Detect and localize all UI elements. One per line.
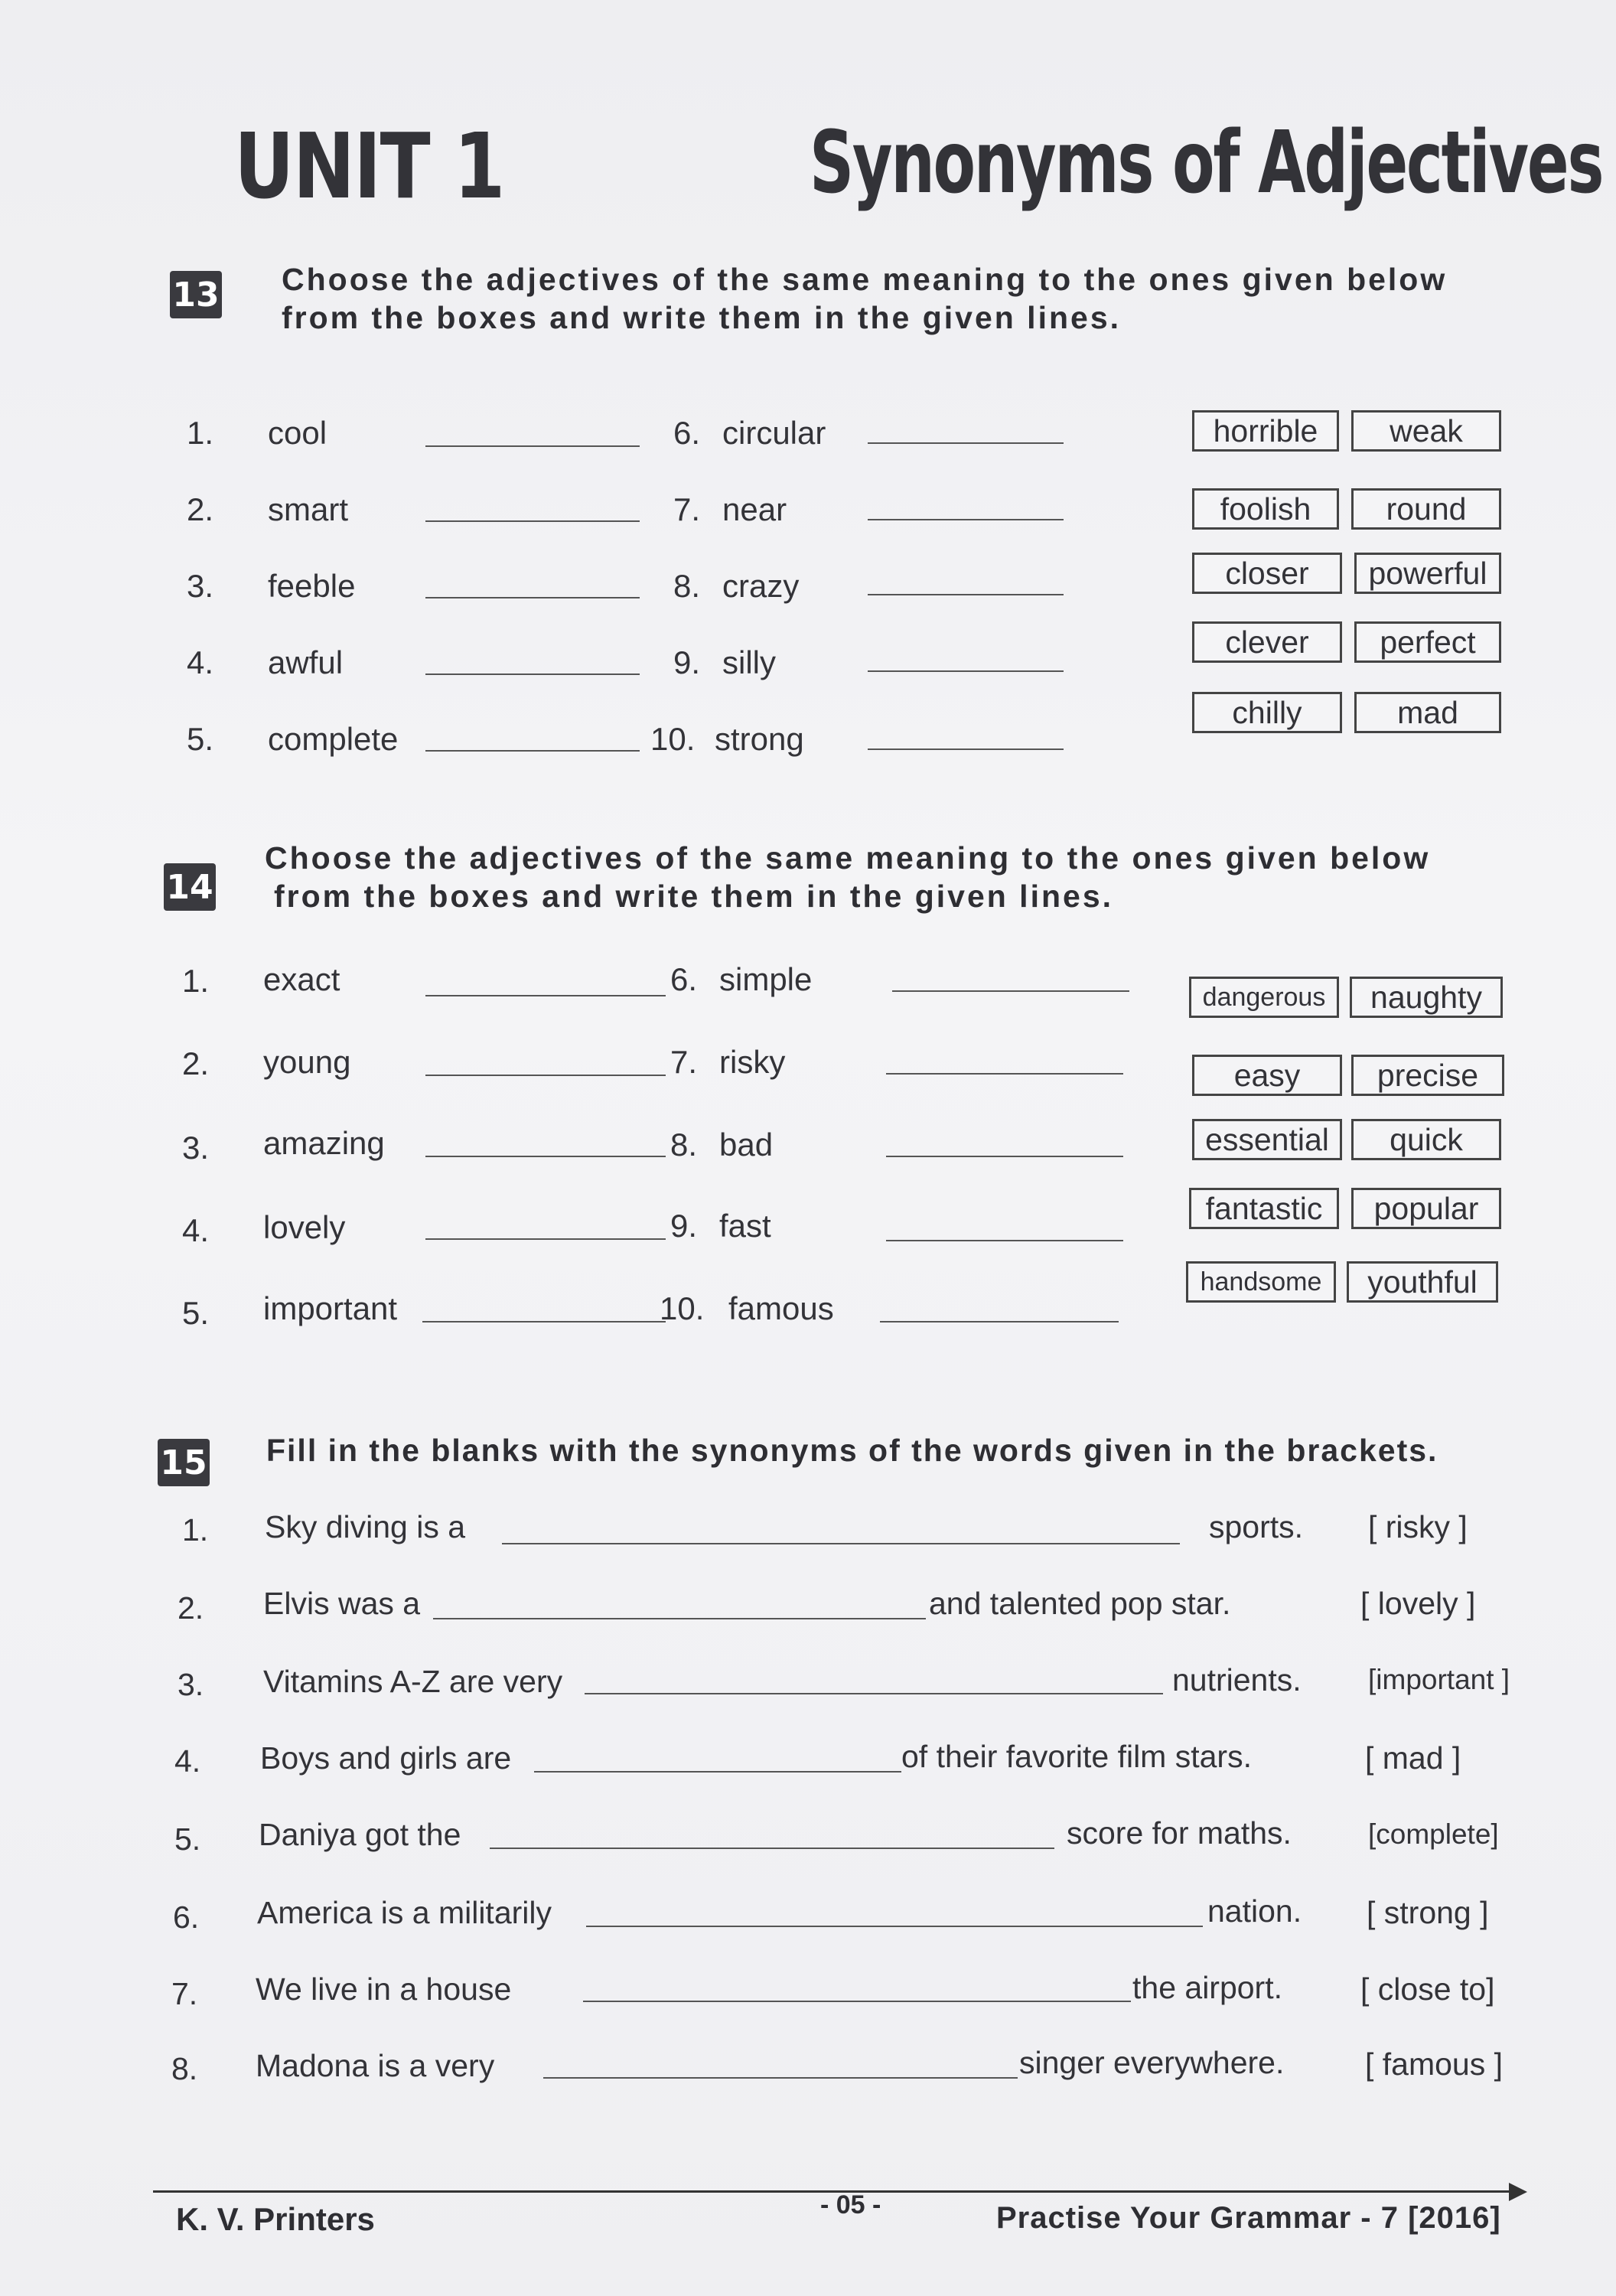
- s15-item-8-answer-line[interactable]: [543, 2077, 1018, 2079]
- s14-word-box: fantastic: [1189, 1188, 1339, 1229]
- s13-word-box: clever: [1192, 621, 1342, 663]
- s15-item-5-text-before: Daniya got the: [259, 1817, 461, 1852]
- s13-item-1-word: cool: [268, 415, 327, 451]
- s15-item-3-answer-line[interactable]: [585, 1693, 1163, 1694]
- s13-item-6-number: 6.: [673, 415, 701, 451]
- s14-item-7-word: risky: [719, 1044, 786, 1080]
- s13-word-box: mad: [1354, 692, 1501, 733]
- s15-item-6-text-before: America is a militarily: [257, 1895, 552, 1930]
- s14-item-2-answer-line[interactable]: [425, 1075, 666, 1076]
- s15-item-2-number: 2.: [178, 1590, 204, 1626]
- s14-item-3-word: amazing: [263, 1125, 385, 1161]
- s15-item-1-hint: [ risky ]: [1368, 1509, 1468, 1544]
- s14-item-8-word: bad: [719, 1127, 774, 1163]
- s13-word-box: chilly: [1192, 692, 1342, 733]
- section-15-badge: 15: [158, 1439, 210, 1486]
- s14-item-6-number: 6.: [670, 961, 698, 997]
- s15-item-1-answer-line[interactable]: [502, 1543, 1180, 1544]
- s14-word-box: precise: [1351, 1055, 1504, 1096]
- s14-item-1-number: 1.: [182, 963, 210, 999]
- s15-item-6-hint: [ strong ]: [1367, 1895, 1489, 1930]
- s14-item-10-word: famous: [728, 1290, 834, 1326]
- section-13-badge: 13: [170, 271, 222, 318]
- s14-item-9-answer-line[interactable]: [886, 1240, 1123, 1241]
- s13-item-4-word: awful: [268, 644, 344, 680]
- s13-item-8-word: crazy: [722, 568, 800, 604]
- s15-item-2-text-before: Elvis was a: [263, 1586, 421, 1621]
- s13-item-9-word: silly: [722, 644, 776, 680]
- s14-item-5-word: important: [263, 1290, 398, 1326]
- footer-book-title: Practise Your Grammar - 7 [2016]: [996, 2201, 1501, 2235]
- s15-item-5-number: 5.: [174, 1821, 201, 1857]
- s14-word-box: youthful: [1347, 1261, 1498, 1303]
- s14-word-box: popular: [1351, 1188, 1501, 1229]
- s14-word-box: quick: [1351, 1119, 1501, 1160]
- s14-item-10-number: 10.: [660, 1290, 705, 1326]
- s14-item-1-word: exact: [263, 961, 340, 997]
- section-14-instruction-line1: Choose the adjectives of the same meaning to the ones given below: [265, 840, 1431, 876]
- s14-item-3-number: 3.: [182, 1130, 210, 1166]
- section-13-instruction-line1: Choose the adjectives of the same meaning to the ones given below: [282, 262, 1448, 297]
- s14-word-box: easy: [1192, 1055, 1342, 1096]
- s15-item-2-text-after: and talented pop star.: [929, 1586, 1231, 1621]
- s13-word-box: weak: [1351, 410, 1501, 452]
- s15-item-3-text-after: nutrients.: [1172, 1662, 1302, 1698]
- s15-item-1-number: 1.: [182, 1512, 209, 1548]
- s13-item-5-number: 5.: [187, 721, 214, 757]
- s15-item-8-hint: [ famous ]: [1365, 2047, 1504, 2082]
- s13-word-box: powerful: [1354, 553, 1501, 594]
- s13-item-7-word: near: [722, 491, 787, 527]
- s15-item-4-text-before: Boys and girls are: [260, 1740, 512, 1776]
- s14-item-4-number: 4.: [182, 1212, 210, 1248]
- s13-item-5-answer-line[interactable]: [425, 750, 640, 752]
- s14-item-5-number: 5.: [182, 1295, 210, 1331]
- s13-item-3-answer-line[interactable]: [425, 597, 640, 598]
- s15-item-2-hint: [ lovely ]: [1360, 1586, 1476, 1621]
- s13-item-1-number: 1.: [187, 415, 214, 451]
- s13-item-4-answer-line[interactable]: [425, 673, 640, 675]
- s15-item-8-text-before: Madona is a very: [256, 2048, 495, 2083]
- footer-publisher: K. V. Printers: [176, 2201, 375, 2237]
- s13-item-10-word: strong: [715, 721, 804, 757]
- s14-word-box: dangerous: [1189, 977, 1339, 1018]
- s15-item-6-text-after: nation.: [1207, 1893, 1302, 1929]
- s15-item-3-number: 3.: [178, 1667, 204, 1702]
- s14-item-6-word: simple: [719, 961, 813, 997]
- s15-item-7-answer-line[interactable]: [583, 2001, 1131, 2002]
- s13-item-8-answer-line[interactable]: [868, 594, 1064, 595]
- s14-item-6-answer-line[interactable]: [892, 990, 1129, 992]
- footer-arrow-icon: [1509, 2183, 1527, 2201]
- s14-item-3-answer-line[interactable]: [425, 1156, 666, 1157]
- s14-item-2-number: 2.: [182, 1045, 210, 1081]
- s14-item-8-number: 8.: [670, 1127, 698, 1163]
- s15-item-5-hint: [complete]: [1368, 1818, 1499, 1850]
- s15-item-7-number: 7.: [171, 1976, 198, 2011]
- s13-word-box: perfect: [1354, 621, 1501, 663]
- s15-item-1-text-after: sports.: [1209, 1509, 1304, 1544]
- s15-item-1-text-before: Sky diving is a: [265, 1509, 466, 1544]
- s15-item-4-number: 4.: [174, 1743, 201, 1779]
- s14-word-box: naughty: [1350, 977, 1503, 1018]
- s13-item-7-number: 7.: [673, 491, 701, 527]
- s14-item-9-number: 9.: [670, 1208, 698, 1244]
- s13-word-box: round: [1351, 488, 1501, 530]
- s15-item-3-text-before: Vitamins A-Z are very: [263, 1664, 563, 1699]
- s14-item-1-answer-line[interactable]: [425, 995, 666, 996]
- s13-item-1-answer-line[interactable]: [425, 445, 640, 447]
- s13-item-8-number: 8.: [673, 568, 701, 604]
- s13-item-7-answer-line[interactable]: [868, 519, 1064, 520]
- s15-item-2-answer-line[interactable]: [433, 1618, 926, 1619]
- footer-page-number: - 05 -: [820, 2190, 881, 2219]
- s15-item-7-hint: [ close to]: [1360, 1971, 1495, 2007]
- section-14-badge: 14: [164, 863, 216, 911]
- s15-item-4-text-after: of their favorite film stars.: [901, 1739, 1252, 1774]
- s14-word-box: handsome: [1186, 1261, 1336, 1303]
- section-15-instruction: Fill in the blanks with the synonyms of the words given in the brackets.: [266, 1433, 1438, 1468]
- s14-item-7-answer-line[interactable]: [886, 1073, 1123, 1075]
- s15-item-7-text-before: We live in a house: [256, 1971, 512, 2007]
- s13-item-6-word: circular: [722, 415, 826, 451]
- section-13-instruction-line2: from the boxes and write them in the given lines.: [282, 300, 1122, 335]
- s13-item-9-answer-line[interactable]: [868, 670, 1064, 672]
- unit-label: UNIT 1: [234, 113, 504, 219]
- s14-item-8-answer-line[interactable]: [886, 1156, 1123, 1157]
- s13-item-2-answer-line[interactable]: [425, 520, 640, 522]
- s13-item-10-answer-line[interactable]: [868, 748, 1064, 750]
- s13-word-box: foolish: [1192, 488, 1339, 530]
- s14-word-box: essential: [1192, 1119, 1342, 1160]
- s14-item-4-answer-line[interactable]: [425, 1238, 666, 1240]
- s15-item-4-answer-line[interactable]: [534, 1771, 901, 1773]
- s13-item-2-word: smart: [268, 491, 348, 527]
- s15-item-8-number: 8.: [171, 2051, 198, 2086]
- s14-item-4-word: lovely: [263, 1209, 346, 1245]
- s14-item-5-answer-line[interactable]: [422, 1321, 666, 1322]
- s13-item-9-number: 9.: [673, 644, 701, 680]
- s13-item-6-answer-line[interactable]: [868, 442, 1064, 444]
- s13-item-3-word: feeble: [268, 568, 356, 604]
- s15-item-8-text-after: singer everywhere.: [1019, 2045, 1285, 2080]
- s14-item-7-number: 7.: [670, 1044, 698, 1080]
- s13-item-4-number: 4.: [187, 644, 214, 680]
- s15-item-5-answer-line[interactable]: [490, 1848, 1054, 1849]
- s14-item-10-answer-line[interactable]: [880, 1321, 1119, 1322]
- s13-item-10-number: 10.: [650, 721, 696, 757]
- s15-item-7-text-after: the airport.: [1132, 1970, 1282, 2005]
- s14-item-9-word: fast: [719, 1208, 771, 1244]
- s13-item-5-word: complete: [268, 721, 399, 757]
- s15-item-4-hint: [ mad ]: [1365, 1740, 1461, 1776]
- section-14-instruction-line2: from the boxes and write them in the given lines.: [274, 879, 1114, 914]
- s15-item-6-number: 6.: [173, 1900, 200, 1935]
- s13-item-2-number: 2.: [187, 491, 214, 527]
- s15-item-5-text-after: score for maths.: [1067, 1815, 1292, 1851]
- s13-item-3-number: 3.: [187, 568, 214, 604]
- s15-item-3-hint: [important ]: [1368, 1664, 1510, 1695]
- s15-item-6-answer-line[interactable]: [586, 1926, 1203, 1927]
- s13-word-box: horrible: [1192, 410, 1339, 452]
- s13-word-box: closer: [1192, 553, 1342, 594]
- unit-title: Synonyms of Adjectives: [810, 113, 1603, 213]
- s14-item-2-word: young: [263, 1044, 351, 1080]
